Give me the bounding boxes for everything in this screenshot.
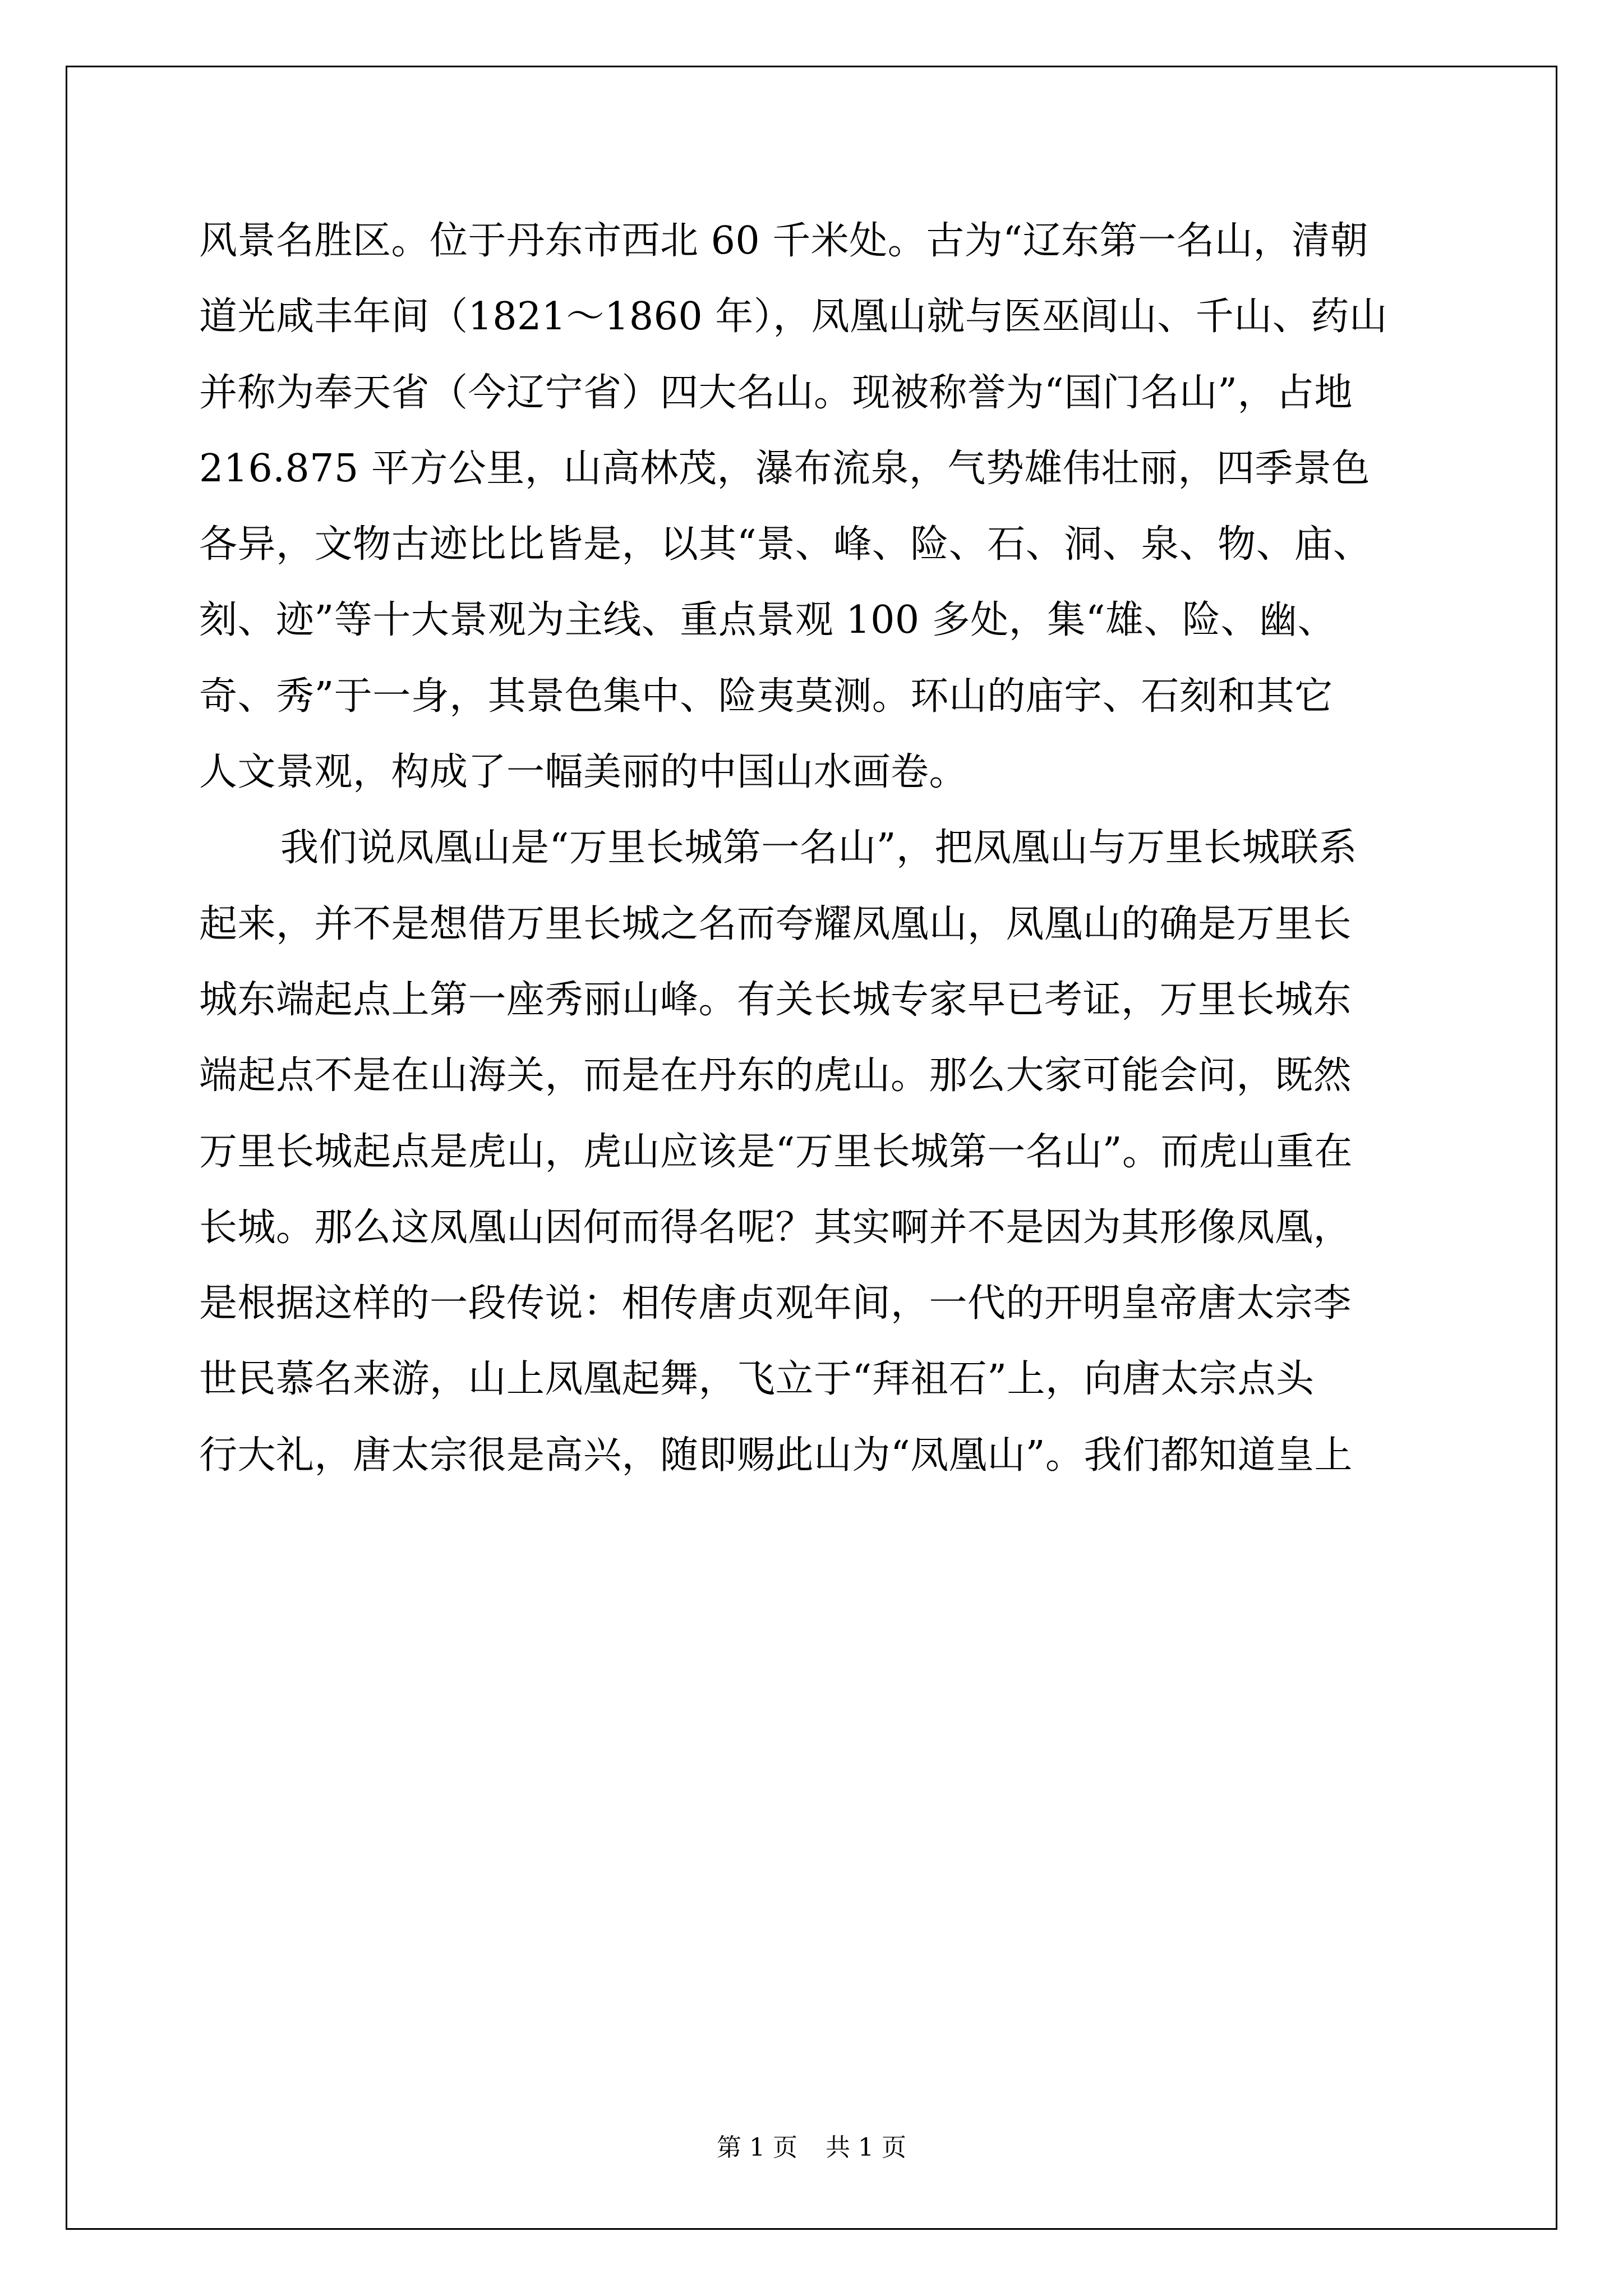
document-body [199, 203, 1455, 1493]
text-line: 刻、迹”等十大景观为主线、重点景观 100 多处，集“雄、险、幽、 [199, 598, 1336, 643]
text-line: 端起点不是在山海关，而是在丹东的虎山。那么大家可能会问，既然 [199, 1053, 1352, 1098]
text-line: 各异，文物古迹比比皆是，以其“景、峰、险、石、洞、泉、物、庙、 [199, 522, 1372, 567]
text-line-indented: 我们说凤凰山是“万里长城第一名山”，把凤凰山与万里长城联系 [280, 826, 1358, 871]
paragraph-1 [199, 203, 1455, 810]
text-line: 起来，并不是想借万里长城之名而夸耀凤凰山，凤凰山的确是万里长 [199, 901, 1352, 946]
page-total: 共 1 页 [826, 2133, 906, 2162]
text-line: 风景名胜区。位于丹东市西北 60 千米处。古为“辽东第一名山，清朝 [199, 219, 1369, 263]
text-line: 世民慕名来游，山上凤凰起舞，飞立于“拜祖石”上，向唐太宗点头 [199, 1357, 1315, 1402]
paragraph-2 [199, 810, 1455, 1493]
text-line: 人文景观，构成了一幅美丽的中国山水画卷。 [199, 750, 968, 795]
text-line: 行大礼，唐太宗很是高兴，随即赐此山为“凤凰山”。我们都知道皇上 [199, 1433, 1353, 1478]
text-line: 奇、秀”于一身，其景色集中、险夷莫测。环山的庙宇、石刻和其它 [199, 674, 1333, 719]
text-line: 216.875 平方公里，山高林茂，瀑布流泉，气势雄伟壮丽，四季景色 [199, 446, 1370, 491]
page-number: 第 1 页 [717, 2133, 797, 2162]
text-line: 长城。那么这凤凰山因何而得名呢？其实啊并不是因为其形像凤凰， [199, 1205, 1352, 1250]
text-line: 城东端起点上第一座秀丽山峰。有关长城专家早已考证，万里长城东 [199, 977, 1352, 1022]
text-line: 道光咸丰年间（1821～1860 年），凤凰山就与医巫闾山、千山、药山 [199, 295, 1388, 339]
text-line: 万里长城起点是虎山，虎山应该是“万里长城第一名山”。而虎山重在 [199, 1129, 1353, 1174]
text-line: 并称为奉天省（今辽宁省）四大名山。现被称誉为“国门名山”，占地 [199, 370, 1353, 415]
page-footer [0, 2127, 1623, 2163]
text-line: 是根据这样的一段传说：相传唐贞观年间，一代的开明皇帝唐太宗李 [199, 1281, 1352, 1326]
